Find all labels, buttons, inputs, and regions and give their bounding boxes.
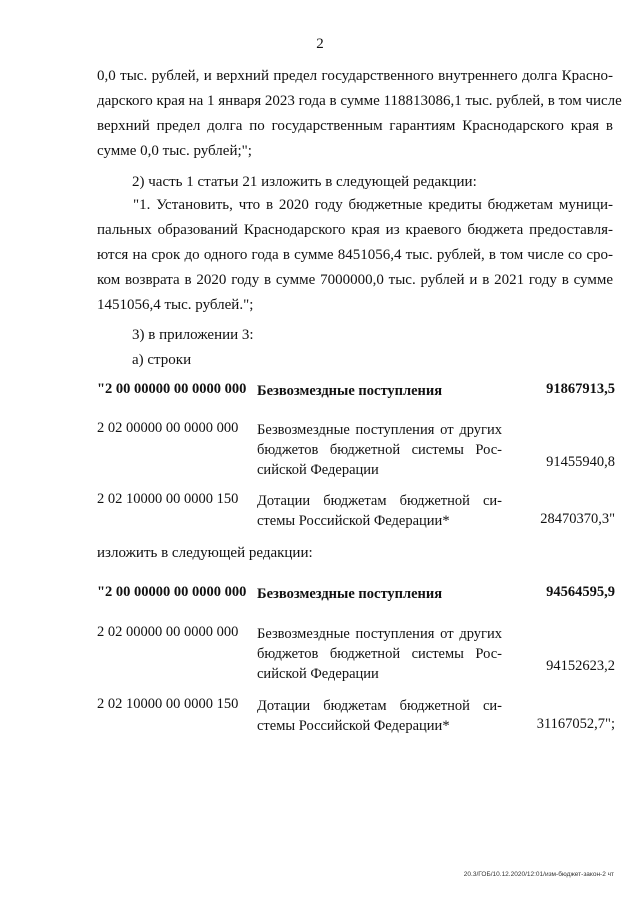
text-line: дарского края на 1 января 2023 года в сумме 118813086,1 тыс. рублей, в том числе <box>97 93 622 109</box>
name-line: Безвозмездные поступления от других <box>257 422 502 438</box>
name-line: Безвозмездные поступления <box>257 586 443 602</box>
name-line: бюджетов бюджетной системы Рос- <box>257 442 502 458</box>
name-line: Безвозмездные поступления <box>257 383 443 399</box>
budget-code: "2 00 00000 00 0000 000 <box>97 584 247 600</box>
budget-code: "2 00 00000 00 0000 000 <box>97 381 247 397</box>
budget-code: 2 02 10000 00 0000 150 <box>97 696 239 712</box>
budget-name <box>257 420 502 480</box>
paragraph-budget-credits <box>97 193 613 318</box>
name-line: Безвозмездные поступления от других <box>257 626 502 642</box>
table-row <box>97 624 615 686</box>
name-line: сийской Федерации <box>257 462 379 478</box>
text-line: ются на срок до одного года в сумме 8451056,4 тыс. рублей, в том числе со сро- <box>97 247 613 263</box>
text-line: сумме 0,0 тыс. рублей;"; <box>97 143 252 159</box>
text-line: ком возврата в 2020 году в сумме 7000000,0 тыс. рублей и в 2021 году в сумме <box>97 272 613 288</box>
text-line: пальных образований Краснодарского края из краевого бюджета предоставля- <box>97 222 613 238</box>
text-line: 1451056,4 тыс. рублей."; <box>97 297 254 313</box>
budget-amount: 91455940,8 <box>546 454 615 470</box>
name-line: Дотации бюджетам бюджетной си- <box>257 493 502 509</box>
budget-name <box>257 624 502 684</box>
restate-text: изложить в следующей редакции: <box>97 545 313 561</box>
item-2: 2) часть 1 статьи 21 изложить в следующей редакции: <box>132 174 477 190</box>
table-row <box>97 584 615 608</box>
paragraph-debt-limit <box>97 64 622 164</box>
footer-doc-id: 20.3/ГОБ/10.12.2020/12:01/изм-бюджет-закон-2 чт <box>463 871 614 878</box>
text-line: "1. Установить, что в 2020 году бюджетные кредиты бюджетам муници- <box>133 197 613 213</box>
budget-code: 2 02 10000 00 0000 150 <box>97 491 239 507</box>
budget-code: 2 02 00000 00 0000 000 <box>97 420 239 436</box>
budget-amount: 94152623,2 <box>546 658 615 674</box>
item-3a: а) строки <box>132 352 192 368</box>
name-line: сийской Федерации <box>257 666 379 682</box>
budget-amount: 94564595,9 <box>546 584 615 600</box>
table-row <box>97 381 615 405</box>
page-number: 2 <box>316 36 324 52</box>
name-line: стемы Российской Федерации* <box>257 718 450 734</box>
name-line: Дотации бюджетам бюджетной си- <box>257 698 502 714</box>
text-line: верхний предел долга по государственным гарантиям Краснодарского края в <box>97 118 613 134</box>
budget-name <box>257 491 502 531</box>
budget-name <box>257 584 502 604</box>
name-line: стемы Российской Федерации* <box>257 513 450 529</box>
item-3: 3) в приложении 3: <box>132 327 254 343</box>
name-line: бюджетов бюджетной системы Рос- <box>257 646 502 662</box>
table-row <box>97 420 615 482</box>
table-row <box>97 696 615 740</box>
budget-amount: 91867913,5 <box>546 381 615 397</box>
text-line: 0,0 тыс. рублей, и верхний предел государственного внутреннего долга Красно- <box>97 68 613 84</box>
budget-amount: 31167052,7"; <box>536 716 615 732</box>
budget-code: 2 02 00000 00 0000 000 <box>97 624 239 640</box>
budget-name <box>257 381 502 401</box>
budget-amount: 28470370,3" <box>540 511 615 527</box>
budget-name <box>257 696 502 736</box>
table-row <box>97 491 615 535</box>
